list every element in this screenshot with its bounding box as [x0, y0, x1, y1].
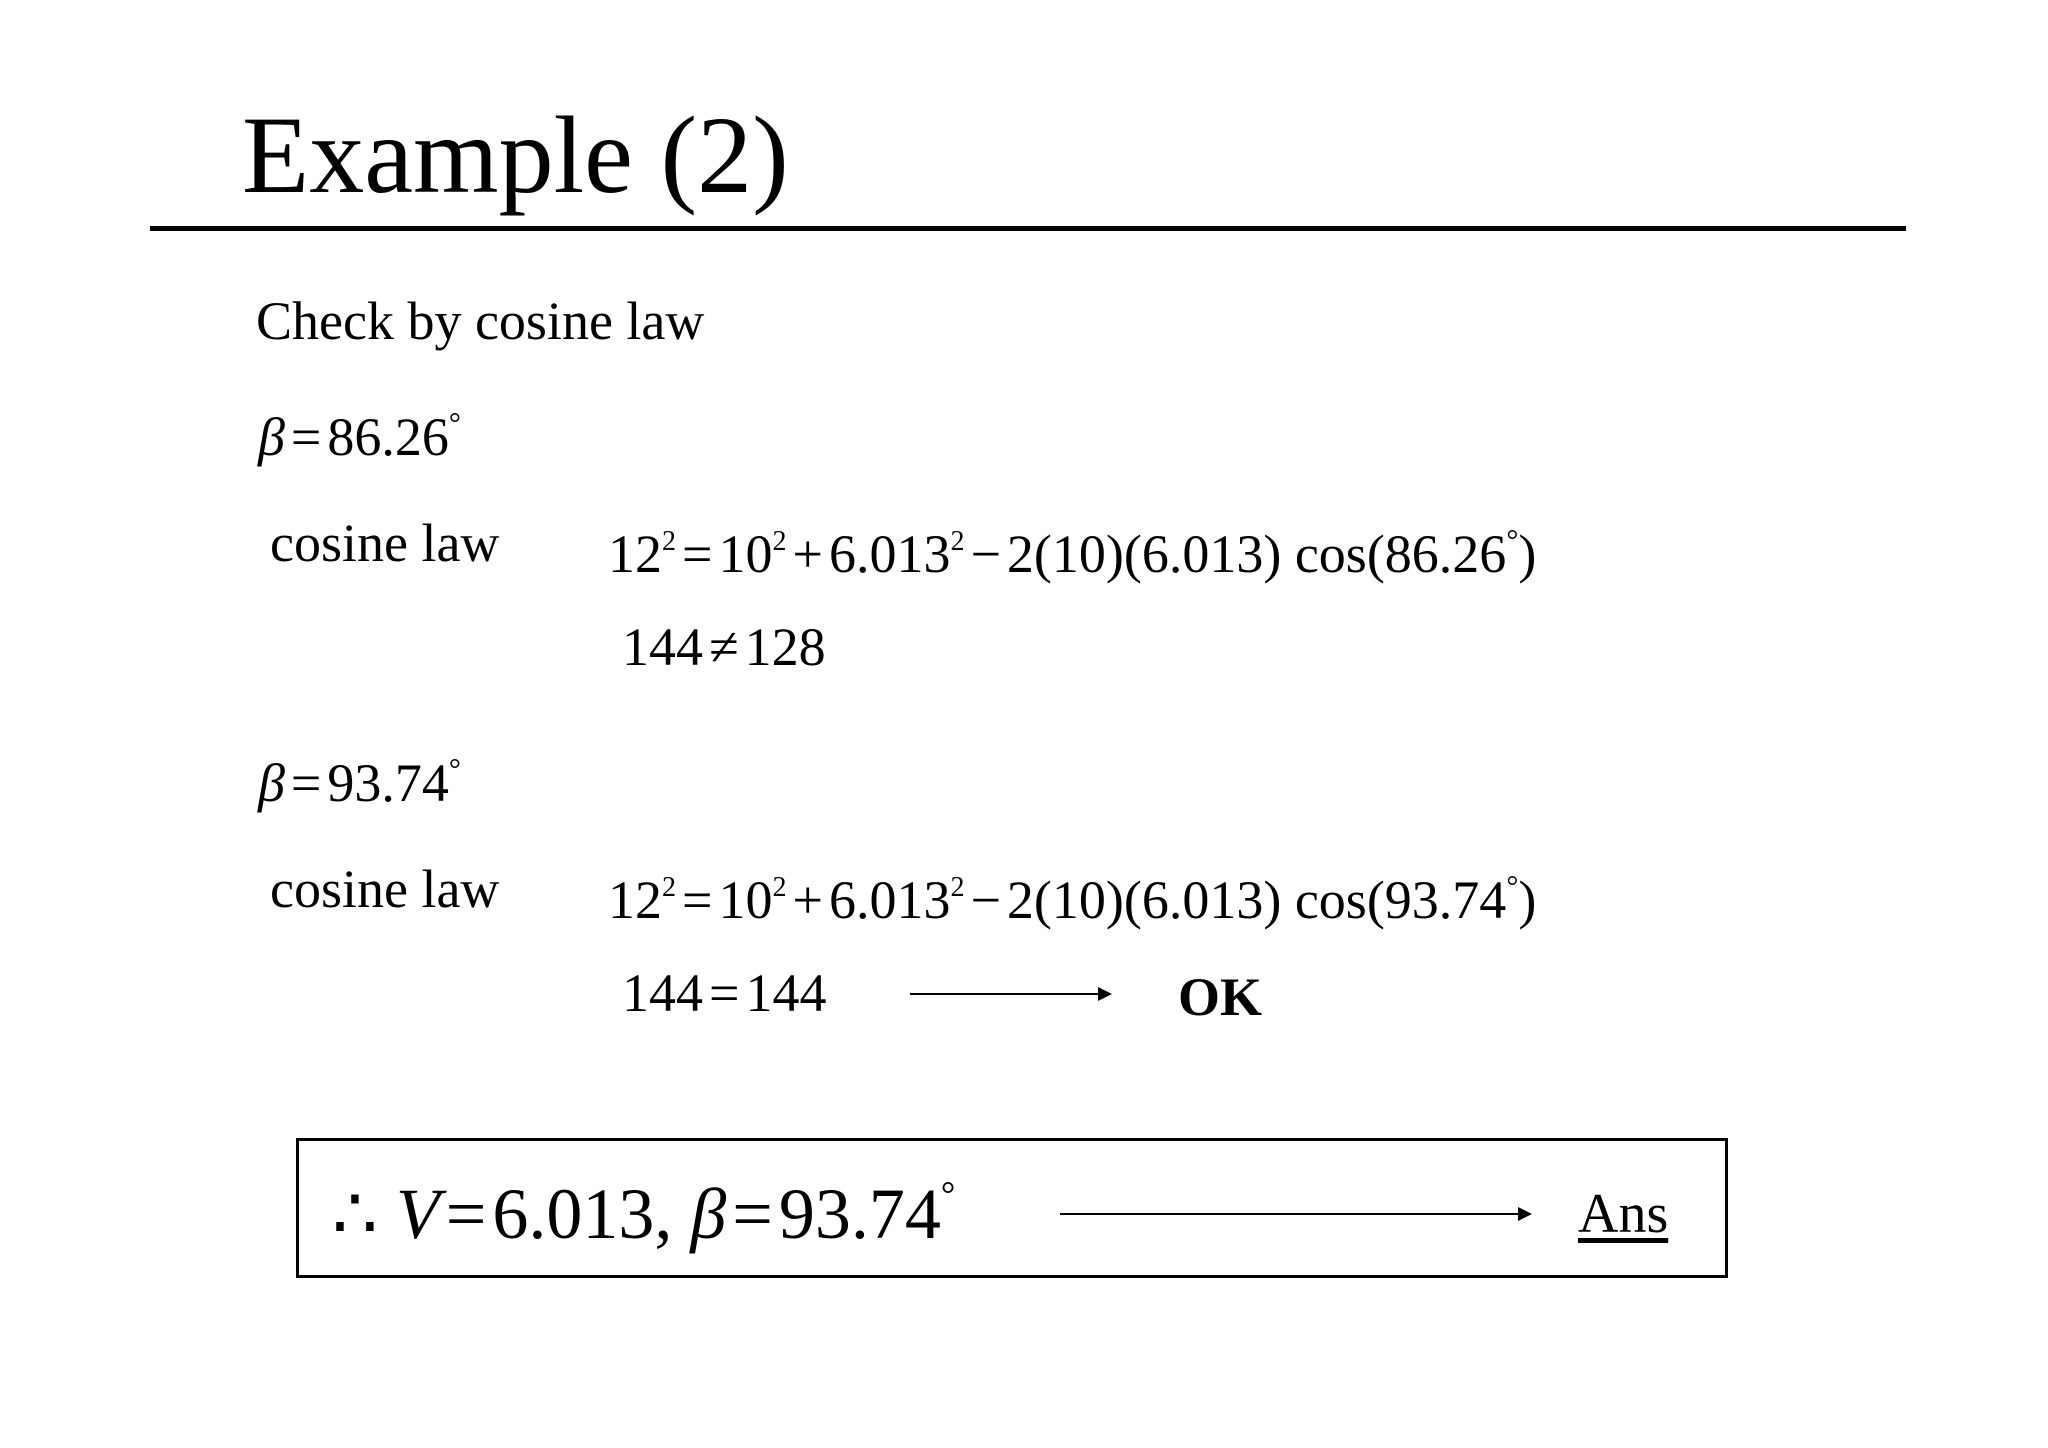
minus-sign: −	[970, 524, 1001, 584]
equals-sign: =	[445, 1174, 487, 1254]
title-divider	[150, 226, 1906, 231]
closing-paren: )	[1518, 870, 1537, 930]
minus-sign: −	[970, 870, 1001, 930]
lhs-base: 12	[608, 524, 662, 584]
not-equal-sign: ≠	[709, 617, 739, 677]
term-3: 2(10)(6.013) cos(86.26	[1006, 524, 1507, 584]
term-1-base: 10	[718, 870, 773, 930]
equals-sign: =	[682, 524, 713, 584]
section-heading: Check by cosine law	[256, 291, 705, 351]
closing-paren: )	[1518, 524, 1537, 584]
beta-number: 93.74	[327, 753, 449, 813]
slide-title: Example (2)	[242, 94, 789, 216]
term-1-base: 10	[718, 524, 773, 584]
beta-symbol: β	[258, 753, 285, 813]
beta-value-2	[258, 753, 461, 813]
right-arrow-icon	[1060, 1213, 1530, 1215]
answer-expression	[332, 1174, 956, 1254]
equals-sign: =	[290, 753, 322, 813]
result-1	[622, 617, 826, 677]
term-2-base: 6.013	[828, 870, 951, 930]
lhs-base: 12	[608, 870, 662, 930]
term-1-exponent: 2	[772, 872, 787, 903]
v-symbol: V	[395, 1174, 440, 1254]
term-3: 2(10)(6.013) cos(93.74	[1006, 870, 1507, 930]
degree-symbol: °	[448, 407, 461, 440]
beta-value: 93.74	[778, 1174, 941, 1254]
result-left: 144	[622, 617, 703, 677]
term-1-exponent: 2	[772, 526, 787, 557]
plus-sign: +	[792, 870, 823, 930]
result-right: 128	[744, 617, 826, 677]
beta-value-1	[258, 407, 461, 467]
beta-number: 86.26	[327, 407, 449, 467]
degree-symbol: °	[448, 753, 461, 786]
lhs-exponent: 2	[662, 872, 676, 903]
term-2-exponent: 2	[950, 526, 965, 557]
degree-symbol: °	[940, 1174, 956, 1214]
answer-label: Ans	[1578, 1183, 1669, 1245]
result-right: 144	[745, 963, 827, 1023]
equals-sign: =	[682, 870, 713, 930]
term-2-exponent: 2	[950, 872, 965, 903]
plus-sign: +	[792, 524, 823, 584]
cosine-law-label-1: cosine law	[270, 513, 500, 573]
degree-symbol: °	[1506, 870, 1519, 903]
term-2-base: 6.013	[828, 524, 951, 584]
v-value: 6.013,	[492, 1174, 673, 1254]
cosine-law-equation-2	[608, 870, 1537, 930]
cosine-law-equation-1	[608, 524, 1537, 584]
cosine-law-label-2: cosine law	[270, 859, 500, 919]
equals-sign: =	[290, 407, 322, 467]
equals-sign: =	[732, 1174, 773, 1254]
degree-symbol: °	[1506, 524, 1519, 557]
beta-symbol: β	[258, 407, 285, 467]
lhs-exponent: 2	[662, 526, 676, 557]
right-arrow-icon	[910, 993, 1110, 995]
ok-verdict: OK	[1178, 967, 1263, 1027]
result-left: 144	[622, 963, 703, 1023]
equals-sign: =	[709, 963, 740, 1023]
therefore-symbol: ∴	[332, 1174, 378, 1254]
beta-symbol: β	[690, 1174, 727, 1254]
result-2	[622, 963, 827, 1023]
